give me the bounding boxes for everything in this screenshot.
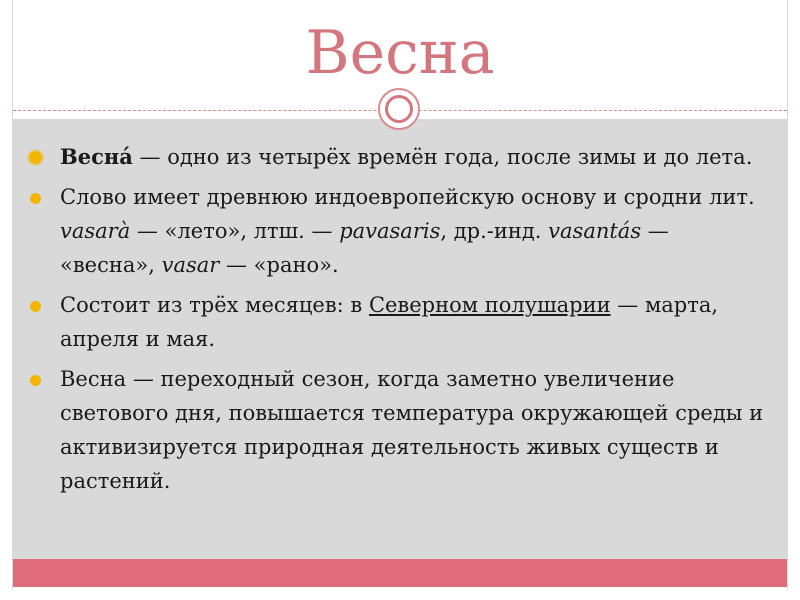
bullet-text: Состоит из трёх месяцев: в xyxy=(60,293,369,317)
bullet-text: — «лето», лтш. — xyxy=(130,219,340,243)
italic-term: vasarà xyxy=(60,219,131,243)
italic-term: pavasaris xyxy=(339,219,441,243)
bullet-item-4 xyxy=(60,362,770,498)
bullet-text: — «рано». xyxy=(219,253,339,277)
slide-title: Весна xyxy=(305,18,495,88)
bullet-item-1 xyxy=(60,140,770,174)
bullet-item-2 xyxy=(60,180,770,282)
bullet-text: , др.-инд. xyxy=(440,219,549,243)
bullet-text: — «весна», xyxy=(60,219,669,277)
bullet-text: Слово имеет древнюю индоевропейскую основу и сродни лит. xyxy=(60,185,755,209)
bullet-dot-icon xyxy=(29,151,42,164)
bullet-text: Весна — переходный сезон, когда заметно увеличение светового дня, повышается температура окружающей среды и активизируется природная деятельность живых существ и растений. xyxy=(60,367,764,493)
bullet-text: — марта, апреля и мая. xyxy=(60,293,719,351)
term-bold: Весна́ xyxy=(60,144,133,169)
northern-hemisphere-link[interactable]: Северном полушарии xyxy=(368,293,611,317)
bullet-dot-icon xyxy=(30,193,41,204)
italic-term: vasantás xyxy=(548,219,642,243)
bullet-text: — одно из четырёх времён года, после зимы и до лета. xyxy=(132,145,753,169)
bottom-accent-bar xyxy=(13,559,787,587)
bullet-item-3 xyxy=(60,288,770,356)
bullet-dot-icon xyxy=(30,375,41,386)
italic-term: vasar xyxy=(161,253,220,277)
bullet-dot-icon xyxy=(30,301,41,312)
circle-ornament-icon xyxy=(378,88,420,130)
bullet-list xyxy=(60,140,770,504)
